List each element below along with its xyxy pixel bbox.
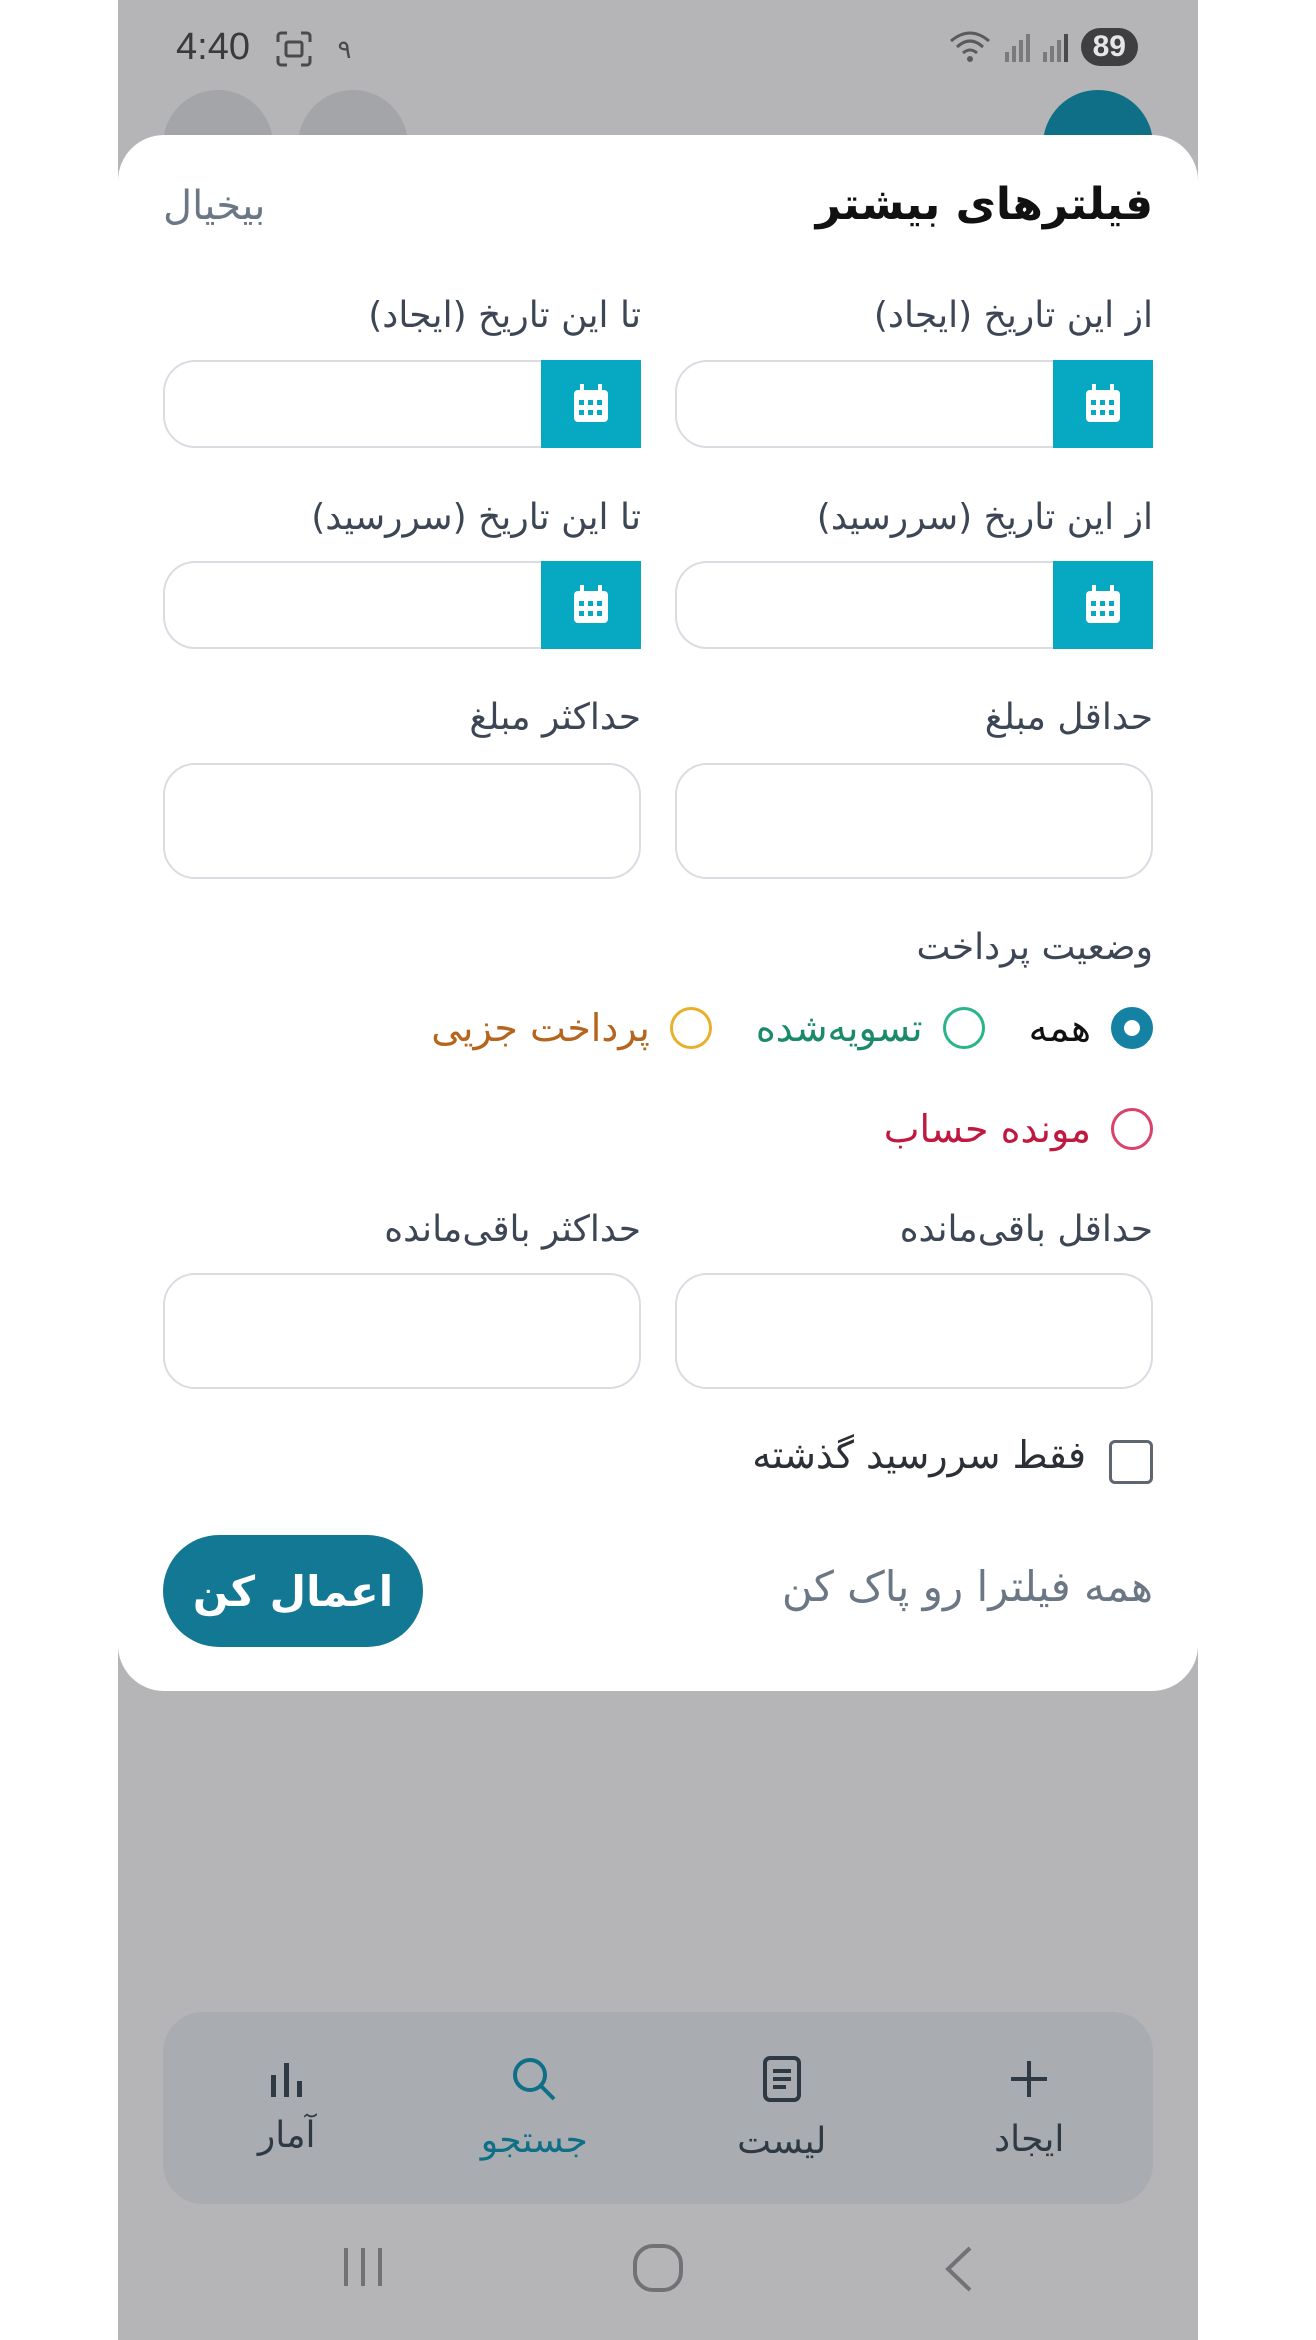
nav-item-list[interactable] [682, 2055, 882, 2162]
min-remaining-label: حداقل باقی‌مانده [899, 1209, 1153, 1250]
created-from-date-picker [675, 360, 1153, 448]
document-icon [762, 2055, 802, 2103]
status-icons [274, 30, 352, 68]
max-remaining-input[interactable] [163, 1273, 641, 1389]
plus-icon [1007, 2057, 1051, 2101]
radio-circle[interactable] [1111, 1007, 1153, 1049]
max-remaining-label: حداکثر باقی‌مانده [384, 1209, 641, 1250]
radio-circle[interactable] [1111, 1108, 1153, 1150]
created-from-input[interactable] [675, 360, 1055, 448]
max-amount-label: حداکثر مبلغ [469, 697, 641, 738]
battery-indicator: 89 [1081, 28, 1138, 66]
status-extra: ۹ [337, 34, 352, 65]
recent-apps-icon [338, 2242, 388, 2292]
overdue-only-label: فقط سررسید گذشته [752, 1433, 1086, 1477]
modal-title: فیلترهای بیشتر [815, 179, 1153, 230]
bar-chart-icon [267, 2061, 307, 2097]
radio-option-partial[interactable] [431, 1006, 712, 1050]
radio-option-all[interactable] [1029, 1006, 1153, 1050]
signal-icon-2 [1043, 32, 1069, 62]
radio-label: همه [1028, 1006, 1091, 1050]
nav-item-create[interactable] [929, 2057, 1129, 2160]
system-navigation-bar [118, 2230, 1198, 2310]
payment-status-radio-group [387, 1006, 1153, 1050]
nav-item-stats[interactable] [187, 2061, 387, 2156]
nav-label: لیست [737, 2120, 827, 2162]
min-amount-label: حداقل مبلغ [984, 697, 1153, 738]
calendar-icon [1084, 585, 1122, 625]
radio-label: مونده حساب [883, 1107, 1091, 1151]
screen [118, 0, 1198, 2340]
calendar-icon [572, 585, 610, 625]
due-from-label: از این تاریخ (سررسید) [816, 497, 1153, 538]
radio-label: پرداخت جزیی [431, 1006, 650, 1050]
calendar-button[interactable] [1053, 360, 1153, 448]
created-to-label: تا این تاریخ (ایجاد) [368, 295, 641, 336]
calendar-icon [1084, 384, 1122, 424]
due-to-date-picker [163, 561, 641, 649]
nav-item-search[interactable] [434, 2056, 634, 2161]
search-icon [511, 2056, 557, 2102]
payment-status-radio-group-row2 [840, 1107, 1153, 1151]
created-from-label: از این تاریخ (ایجاد) [873, 295, 1153, 336]
status-right [947, 28, 1138, 66]
radio-option-remaining[interactable] [884, 1107, 1153, 1151]
due-to-label: تا این تاریخ (سررسید) [311, 497, 641, 538]
filters-modal [118, 135, 1198, 1691]
nav-label: ایجاد [994, 2118, 1065, 2160]
radio-option-settled[interactable] [756, 1006, 985, 1050]
due-from-date-picker [675, 561, 1153, 649]
wifi-icon [947, 29, 993, 65]
close-button[interactable]: بیخیال [163, 183, 266, 229]
calendar-button[interactable] [541, 561, 641, 649]
min-remaining-input[interactable] [675, 1273, 1153, 1389]
radio-circle[interactable] [943, 1007, 985, 1049]
calendar-button[interactable] [1053, 561, 1153, 649]
radio-circle[interactable] [670, 1007, 712, 1049]
clear-all-filters-button[interactable]: همه فیلترا رو پاک کن [781, 1562, 1153, 1611]
apply-button[interactable]: اعمال کن [163, 1535, 423, 1647]
overdue-only-checkbox[interactable] [1109, 1440, 1153, 1484]
due-from-input[interactable] [675, 561, 1055, 649]
created-to-date-picker [163, 360, 641, 448]
signal-icon [1005, 32, 1031, 62]
created-to-input[interactable] [163, 360, 543, 448]
back-icon [938, 2244, 978, 2294]
screenshot-icon [274, 30, 314, 68]
calendar-icon [572, 384, 610, 424]
status-time: 4:40 [176, 26, 250, 68]
max-amount-input[interactable] [163, 763, 641, 879]
min-amount-input[interactable] [675, 763, 1153, 879]
calendar-button[interactable] [541, 360, 641, 448]
bottom-nav [163, 2012, 1153, 2204]
nav-label: آمار [257, 2114, 316, 2156]
radio-label: تسویه‌شده [755, 1006, 923, 1050]
due-to-input[interactable] [163, 561, 543, 649]
payment-status-label: وضعیت پرداخت [916, 927, 1153, 968]
nav-label: جستجو [480, 2119, 588, 2161]
home-icon [630, 2242, 686, 2294]
